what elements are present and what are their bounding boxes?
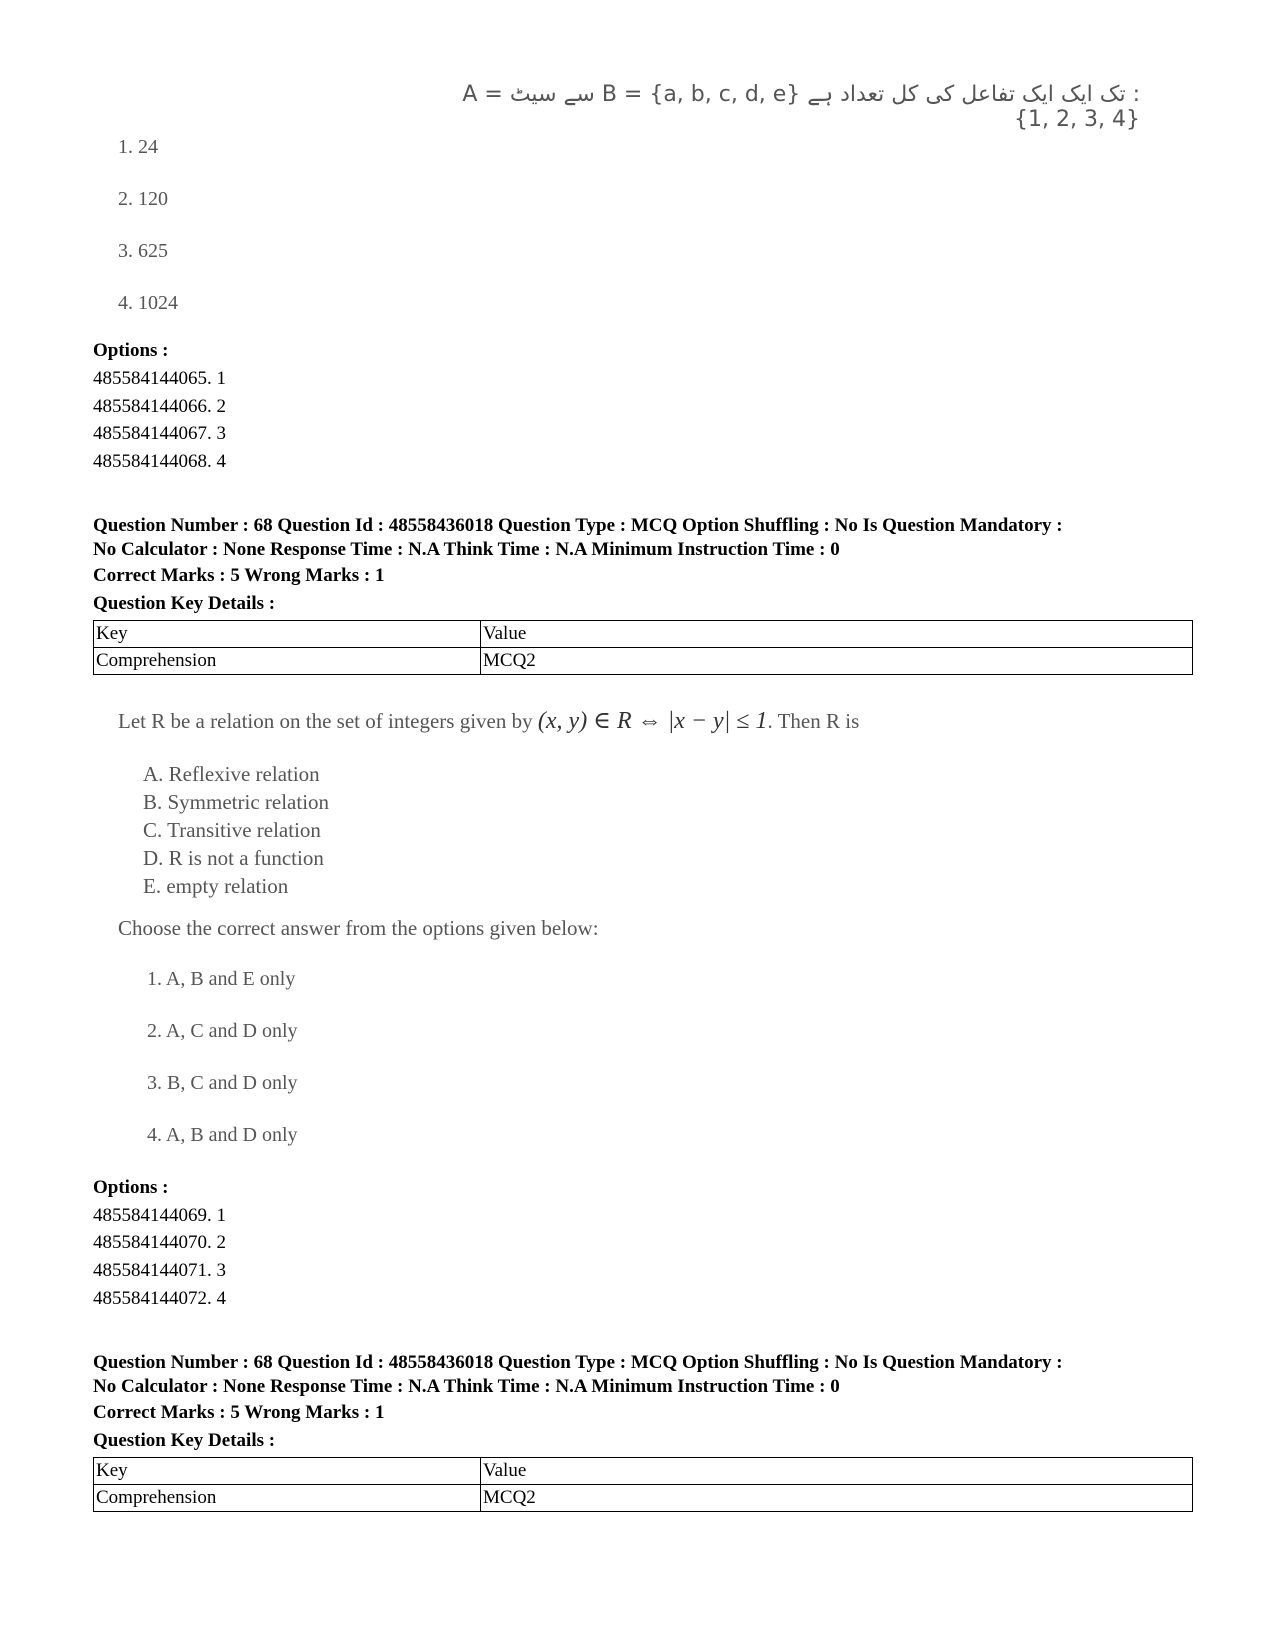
q2-statement-e: E. empty relation (143, 874, 289, 898)
table-header-value: Value (481, 1458, 1193, 1485)
q2-statement-math: (x, y) ∈ R ⇔ |x − y| ≤ 1 (537, 708, 768, 734)
table-header-row (94, 1458, 1193, 1485)
q2-choice-3: 3. B, C and D only (147, 1072, 298, 1094)
table-row (94, 1485, 1193, 1512)
q1-question-text: : تک ایک ایک تفاعل کی کل تعداد ہے B = {a, b, c, d, e} سے سیٹ A = {1, 2, 3, 4} (462, 82, 1140, 132)
q2-options-title: Options : (93, 1177, 169, 1198)
table-cell-key: Comprehension (94, 648, 481, 675)
q2-key-table (93, 620, 1193, 675)
q1-option-3: 485584144067. 3 (93, 423, 226, 444)
q3-meta (93, 1351, 1193, 1399)
table-row (94, 648, 1193, 675)
q3-key-table (93, 1457, 1193, 1512)
q2-meta (93, 514, 1193, 562)
table-cell-value: MCQ2 (481, 1485, 1193, 1512)
q3-key-details-title: Question Key Details : (93, 1430, 276, 1451)
q2-statement-a: A. Reflexive relation (143, 762, 320, 786)
q2-statement-pre: Let R be a relation on the set of integers given by (118, 709, 533, 733)
q2-meta-line1: Question Number : 68 Question Id : 48558436018 Question Type : MCQ Option Shuffling : No Is Question Mandatory : (93, 515, 1063, 536)
q2-key-details-title: Question Key Details : (93, 593, 276, 614)
q2-option-3: 485584144071. 3 (93, 1260, 226, 1281)
q2-choice-1: 1. A, B and E only (147, 968, 296, 990)
table-cell-value: MCQ2 (481, 648, 1193, 675)
q1-choice-4: 4. 1024 (118, 292, 178, 314)
q2-option-2: 485584144070. 2 (93, 1232, 226, 1253)
q2-choose-instruction: Choose the correct answer from the options given below: (118, 916, 599, 940)
q1-option-4: 485584144068. 4 (93, 451, 226, 472)
q2-statement-d: D. R is not a function (143, 846, 324, 870)
q1-choice-1: 1. 24 (118, 136, 158, 158)
q2-choice-4: 4. A, B and D only (147, 1124, 298, 1146)
table-header-key: Key (94, 1458, 481, 1485)
q3-meta-line1: Question Number : 68 Question Id : 48558436018 Question Type : MCQ Option Shuffling : No Is Question Mandatory : (93, 1352, 1063, 1373)
q3-marks: Correct Marks : 5 Wrong Marks : 1 (93, 1402, 385, 1423)
q1-choice-3: 3. 625 (118, 240, 168, 262)
q2-marks: Correct Marks : 5 Wrong Marks : 1 (93, 565, 385, 586)
q2-statement-b: B. Symmetric relation (143, 790, 330, 814)
q1-options-title: Options : (93, 340, 169, 361)
q1-option-1: 485584144065. 1 (93, 368, 226, 389)
q2-statement-list (143, 760, 329, 900)
table-cell-key: Comprehension (94, 1485, 481, 1512)
q2-statement-post: . Then R is (767, 709, 860, 733)
q2-meta-line2: No Calculator : None Response Time : N.A Think Time : N.A Minimum Instruction Time : 0 (93, 539, 840, 560)
q2-option-1: 485584144069. 1 (93, 1205, 226, 1226)
table-header-key: Key (94, 621, 481, 648)
q2-choice-2: 2. A, C and D only (147, 1020, 298, 1042)
table-header-row (94, 621, 1193, 648)
q2-option-4: 485584144072. 4 (93, 1288, 226, 1309)
table-header-value: Value (481, 621, 1193, 648)
q2-statement (118, 706, 859, 735)
q3-meta-line2: No Calculator : None Response Time : N.A Think Time : N.A Minimum Instruction Time : 0 (93, 1376, 840, 1397)
q1-choice-2: 2. 120 (118, 188, 168, 210)
q2-statement-c: C. Transitive relation (143, 818, 321, 842)
q1-option-2: 485584144066. 2 (93, 396, 226, 417)
